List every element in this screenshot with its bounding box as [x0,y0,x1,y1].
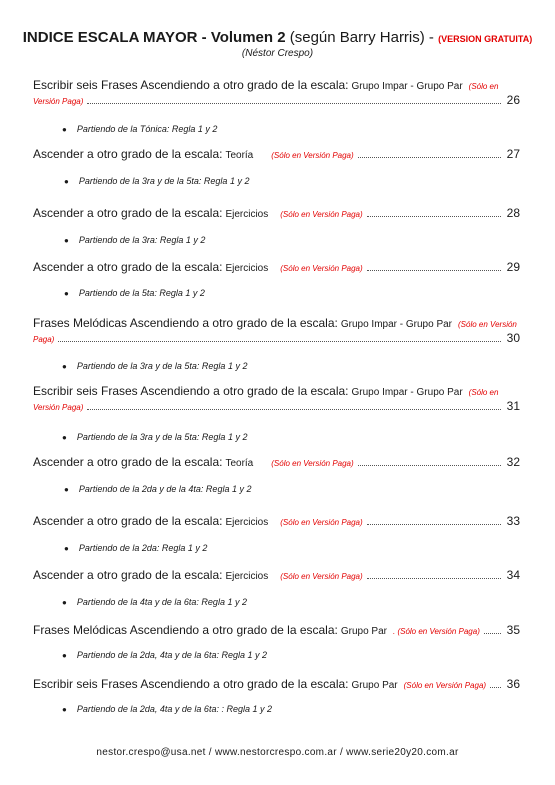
dot-leader [490,687,501,688]
subentry-text: Partiendo de la 3ra y de la 5ta: Regla 1 y 2 [76,361,248,371]
subentry-text: Partiendo de la 2da: Regla 1 y 2 [78,543,208,553]
subentry-text: Partiendo de la 5ta: Regla 1 y 2 [78,288,205,298]
header [0,29,555,59]
entry-title: Escribir seis Frases Ascendiendo a otro grado de la escala: [33,677,349,691]
bullet-icon: ● [62,433,67,442]
toc-entry[interactable] [33,260,520,274]
title-subtitle: (según Barry Harris) - [285,29,439,46]
entry-title: Ascender a otro grado de la escala: [33,147,223,161]
subentry-text: Partiendo de la 3ra y de la 5ta: Regla 1 y 2 [78,176,250,186]
toc-entry[interactable] [33,206,520,220]
bullet-icon: ● [62,651,67,660]
page-number: 29 [506,260,520,274]
bullet-icon: ● [64,544,69,553]
subentry [64,235,205,245]
subentry [64,176,249,186]
subentry [62,124,217,134]
paid-version-note: (Sólo en Versión Paga) [271,151,354,160]
page-number: 34 [506,568,520,582]
author: (Néstor Crespo) [241,48,314,59]
page-number: 36 [506,677,520,691]
paid-version-note-cont: Versión Paga) [33,97,84,106]
subentry [62,597,247,607]
bullet-icon: ● [62,705,67,714]
entry-title: Frases Melódicas Ascendiendo a otro grado de la escala: [33,623,338,637]
entry-title: Ascender a otro grado de la escala: [33,206,223,220]
subentry-text: Partiendo de la 2da y de la 4ta: Regla 1 y 2 [78,484,252,494]
page-number: 33 [506,514,520,528]
entry-subtitle: Ejercicios [225,571,269,582]
bullet-icon: ● [64,485,69,494]
dot-leader [358,465,501,466]
entry-subtitle: Grupo Par [340,626,387,637]
subentry [62,650,267,660]
entry-subtitle: Grupo Impar - Grupo Par [351,387,463,398]
subentry [62,432,247,442]
page-number: 31 [506,399,520,413]
paid-version-note: (Sólo en Versión Paga) [403,681,487,690]
entry-title: Frases Melódicas Ascendiendo a otro grado de la escala: [33,316,338,330]
paid-version-note: (Sólo en Versión Paga) [280,264,363,273]
entry-subtitle: Grupo Impar - Grupo Par [351,81,463,92]
subentry [62,704,272,714]
title-volume: Volumen 2 [210,29,286,46]
toc-entry[interactable] [33,316,520,345]
subentry-text: Partiendo de la 2da, 4ta y de la 6ta: : Regla 1 y 2 [76,704,272,714]
toc-entry[interactable] [33,568,520,582]
subentry [62,361,247,371]
toc-entry[interactable] [33,78,520,107]
page-number: 30 [506,331,520,345]
entry-title: Ascender a otro grado de la escala: [33,260,223,274]
paid-version-note-cont: Paga) [33,335,55,344]
entry-subtitle: Teoría [225,458,254,469]
bullet-icon: ● [62,598,67,607]
entry-title: Escribir seis Frases Ascendiendo a otro grado de la escala: [33,384,349,398]
toc-entry[interactable] [33,455,520,469]
page-number: 26 [506,93,520,107]
paid-version-note-cont: Versión Paga) [33,403,84,412]
subentry-text: Partiendo de la Tónica: Regla 1 y 2 [76,124,218,134]
toc-entry[interactable] [33,677,520,691]
toc-entry[interactable] [33,514,520,528]
page-number: 28 [506,206,520,220]
paid-version-note: (Sólo en Versión Paga) [280,210,363,219]
document-title [0,29,555,46]
subentry [64,543,207,553]
free-version-label: (VERSION GRATUITA) [438,34,533,44]
title-main: INDICE ESCALA MAYOR - [22,29,211,46]
subentry-text: Partiendo de la 3ra y de la 5ta: Regla 1 y 2 [76,432,248,442]
entry-subtitle: Teoría [225,150,254,161]
dot-leader [367,216,501,217]
dot-leader [358,157,501,158]
entry-title: Ascender a otro grado de la escala: [33,514,223,528]
toc-entry[interactable] [33,147,520,161]
dot-leader [87,103,500,104]
subentry [64,484,251,494]
paid-version-note: (Sólo en Versión Paga) [280,572,363,581]
entry-subtitle: Ejercicios [225,263,269,274]
dot-leader [87,409,500,410]
dot-leader [484,633,501,634]
dot-leader [367,270,501,271]
entry-subtitle: Ejercicios [225,209,269,220]
entry-subtitle: Ejercicios [225,517,269,528]
bullet-icon: ● [64,289,69,298]
footer-contact: nestor.crespo@usa.net / www.nestorcrespo.com.ar / www.serie20y20.com.ar [96,747,459,758]
entry-title: Ascender a otro grado de la escala: [33,455,223,469]
paid-version-note: (Sólo en Versión [458,320,517,329]
subentry-text: Partiendo de la 3ra: Regla 1 y 2 [78,235,206,245]
bullet-icon: ● [62,362,67,371]
subentry-text: Partiendo de la 4ta y de la 6ta: Regla 1 y 2 [76,597,247,607]
toc-entry[interactable] [33,623,520,637]
bullet-icon: ● [64,177,69,186]
subentry [64,288,205,298]
entry-subtitle: Grupo Par [351,680,398,691]
page-number: 27 [506,147,520,161]
page-number: 32 [506,455,520,469]
page-number: 35 [506,623,520,637]
paid-version-note: (Sólo en [468,388,499,397]
bullet-icon: ● [62,125,67,134]
entry-title: Escribir seis Frases Ascendiendo a otro grado de la escala: [33,78,349,92]
paid-version-note: . (Sólo en Versión Paga) [393,627,480,636]
paid-version-note: (Sólo en Versión Paga) [271,459,354,468]
paid-version-note: (Sólo en Versión Paga) [280,518,363,527]
bullet-icon: ● [64,236,69,245]
subentry-text: Partiendo de la 2da, 4ta y de la 6ta: Regla 1 y 2 [76,650,267,660]
entry-subtitle: Grupo Impar - Grupo Par [340,319,453,330]
entry-title: Ascender a otro grado de la escala: [33,568,223,582]
dot-leader [367,524,501,525]
dot-leader [58,341,500,342]
paid-version-note: (Sólo en [468,82,499,91]
toc-entry[interactable] [33,384,520,413]
dot-leader [367,578,501,579]
